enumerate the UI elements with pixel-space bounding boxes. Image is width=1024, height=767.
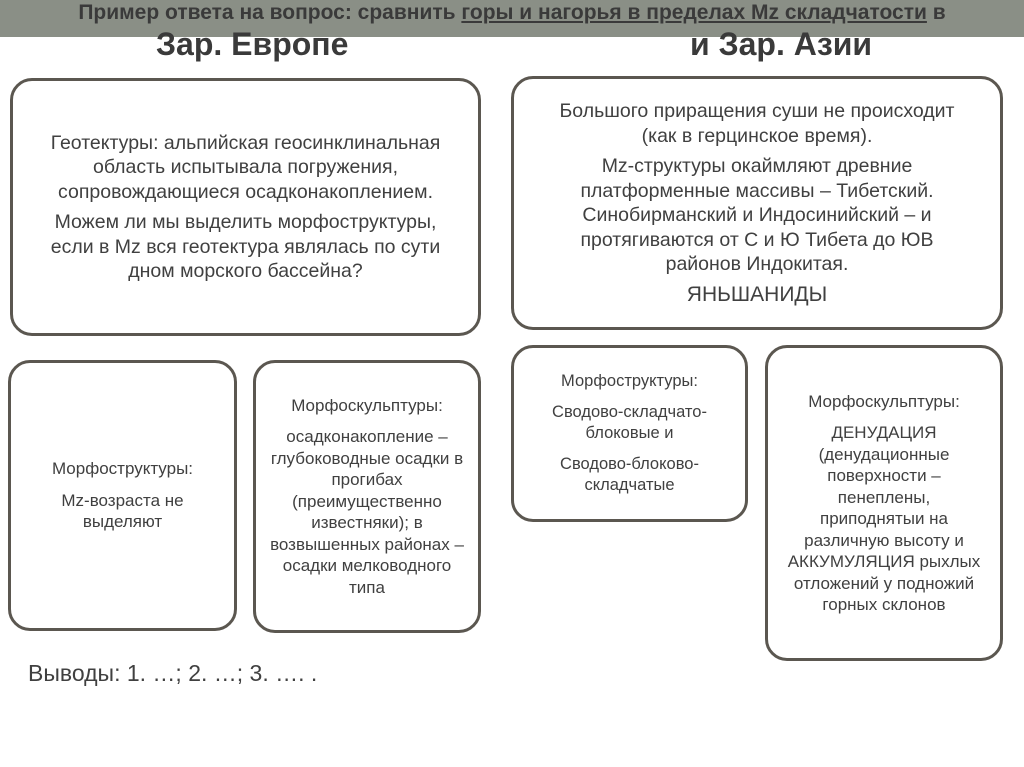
header-text-part3: в xyxy=(926,1,946,24)
asia-morphostructures-box xyxy=(511,345,748,522)
europe-geotectures-question: Можем ли мы выделить морфоструктуры, если в Mz вся геотектура являлась по сути дном морского бассейна? xyxy=(50,211,441,282)
asia-yanshanides-label: ЯНЬШАНИДЫ xyxy=(686,282,828,306)
europe-geotectures-box xyxy=(10,78,481,336)
header-text-underlined: горы и нагорья в пределах Mz складчатости xyxy=(461,1,927,24)
asia-morphostructures-item2: Сводово-блоково-складчатые xyxy=(560,455,699,494)
asia-morphosculptures-box xyxy=(765,345,1003,661)
asia-morphosculptures-text: ДЕНУДАЦИЯ (денудационные поверхности – пенеплены, приподнятыи на различную высоту и АККУМУЛЯЦИЯ рыхлых отложений у подножий горных склонов xyxy=(787,423,981,614)
europe-morphosculptures-title: Морфоскульптуры: xyxy=(291,395,443,415)
asia-morphostructures-title: Морфоструктуры: xyxy=(561,372,698,390)
conclusions-line: Выводы: 1. …; 2. …; 3. …. . xyxy=(28,660,318,686)
europe-morphostructures-title: Морфоструктуры: xyxy=(51,459,194,479)
title-west-asia: и Зар. Азии xyxy=(690,26,873,62)
slide-header xyxy=(0,0,1024,26)
header-text-part1: Пример ответа на вопрос: сравнить xyxy=(78,1,462,24)
europe-geotectures-text1: Геотектуры: альпийская геосинклинальная область испытывала погружения, сопровождающиеся осадконакоплением. xyxy=(50,131,441,203)
title-west-europe: Зар. Европе xyxy=(156,26,349,62)
asia-morphosculptures-title: Морфоскульптуры: xyxy=(808,391,960,411)
asia-morphostructures-item1: Сводово-складчато-блоковые и xyxy=(552,403,707,442)
europe-morphosculptures-box xyxy=(253,360,481,633)
europe-morphostructures-text: Mz-возраста не выделяют xyxy=(61,490,184,532)
asia-geotectures-text2: Mz-структуры окаймляют древние платформенные массивы – Тибетский. Синобирманский и Индосинийский – и протягиваются от С и Ю Тибета до ЮВ районов Индокитая. xyxy=(580,155,934,275)
asia-geotectures-box xyxy=(511,76,1003,330)
asia-geotectures-text1: Большого приращения суши не происходит (как в герцинское время). xyxy=(559,100,955,147)
europe-morphosculptures-text: осадконакопление – глубоководные осадки в прогибах (преимущественно известняки); в возвышенных районах – осадки мелководного типа xyxy=(270,427,464,597)
europe-morphostructures-box xyxy=(8,360,237,631)
